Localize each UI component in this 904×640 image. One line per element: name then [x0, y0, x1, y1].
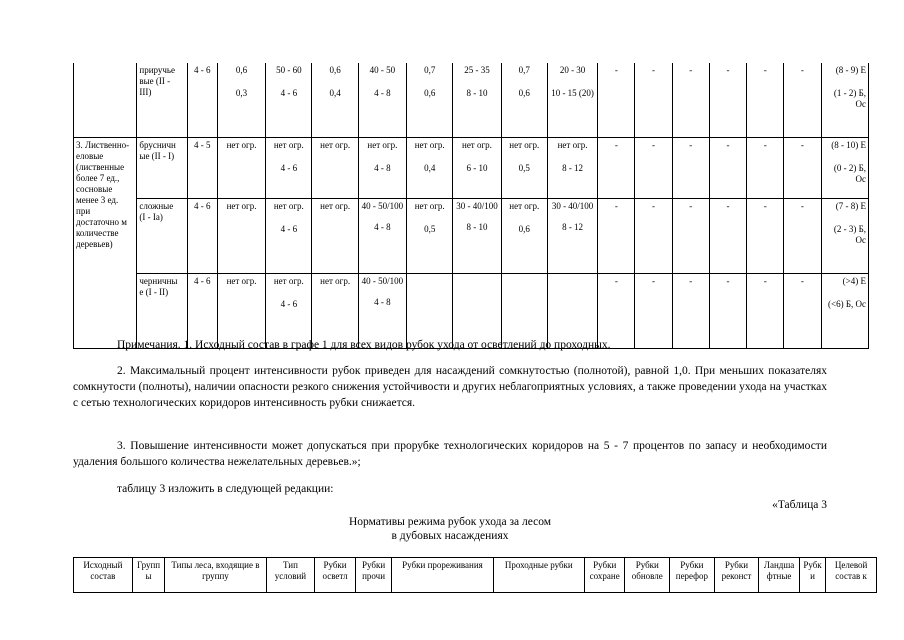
- table-title-line-1: Нормативы режима рубок ухода за лесом: [348, 516, 552, 528]
- dash-cell: -: [747, 63, 784, 138]
- header-cell: Исходный состав: [74, 558, 133, 593]
- value-secondary: 8 - 12: [562, 163, 584, 173]
- header-cell: Рубки сохране: [584, 558, 625, 593]
- target-composition-cell: [821, 63, 868, 138]
- forest-type-line: е (I - II): [139, 287, 169, 297]
- value-cell: [547, 63, 597, 138]
- value-main: нет огр.: [367, 140, 398, 150]
- value-secondary: 0,5: [424, 224, 436, 234]
- header-cell: Рубк и: [799, 558, 825, 593]
- header-cell: Целевой состав к: [826, 558, 877, 593]
- value-cell: [187, 63, 217, 138]
- group-cell: [74, 63, 137, 138]
- value-main: 4 - 6: [194, 65, 211, 75]
- value-cell: [453, 199, 501, 274]
- value-cell: [266, 199, 312, 274]
- value-cell: [547, 138, 597, 199]
- forest-type-line: черничны: [139, 276, 178, 286]
- value-secondary: 8 - 10: [466, 88, 488, 98]
- header-cell: Рубки реконст: [714, 558, 759, 593]
- value-secondary: 0,6: [424, 88, 436, 98]
- header-cell: Типы леса, входящие в группу: [165, 558, 266, 593]
- value-cell: [312, 138, 358, 199]
- dash-cell: -: [784, 138, 821, 199]
- value-main: 4 - 6: [194, 276, 211, 286]
- target-main: (8 - 10) Е: [831, 140, 866, 150]
- value-secondary: 10 - 15 (20): [551, 88, 594, 98]
- header-cell: Проходные рубки: [493, 558, 584, 593]
- dash-cell: -: [709, 199, 746, 274]
- table-row: [74, 199, 869, 274]
- forest-type-cell: [137, 138, 187, 199]
- value-main: нет огр.: [509, 201, 540, 211]
- value-main: 30 - 40/100: [456, 201, 498, 211]
- value-cell: [453, 138, 501, 199]
- dash-cell: -: [784, 199, 821, 274]
- value-cell: [217, 63, 265, 138]
- header-cell: Групп ы: [132, 558, 164, 593]
- dash-cell: -: [672, 199, 709, 274]
- value-main: 0,7: [424, 65, 436, 75]
- value-main: 25 - 35: [464, 65, 490, 75]
- forest-type-cell: [137, 199, 187, 274]
- value-cell: [312, 199, 358, 274]
- value-secondary: 4 - 8: [374, 297, 391, 307]
- note-3: 3. Повышение интенсивности может допускаться при прорубке технологических коридоров на 5 - 7 процентов по запасу и необходимости удаления большого количества нежелательных деревьев.»;: [73, 440, 827, 468]
- value-secondary: 0,3: [235, 88, 248, 98]
- value-main: 0,6: [329, 65, 341, 75]
- table-row: [74, 63, 869, 138]
- value-main: 0,6: [235, 65, 248, 75]
- note-1: Примечания. 1. Исходный состав в графе 1 для всех видов рубок ухода от осветлений до проходных.: [117, 339, 611, 351]
- header-cell: Рубки осветл: [315, 558, 356, 593]
- value-secondary: 4 - 6: [280, 88, 298, 98]
- value-main: 40 - 50/100: [361, 276, 404, 286]
- value-cell: [266, 138, 312, 199]
- value-cell: [407, 199, 453, 274]
- value-cell: [358, 138, 406, 199]
- header-cell: Рубки обновле: [625, 558, 670, 593]
- target-main: (>4) Е: [842, 276, 866, 286]
- value-secondary: 0,4: [329, 88, 341, 98]
- value-cell: [187, 199, 217, 274]
- dash-cell: -: [747, 138, 784, 199]
- group-cell: 3. Лиственно-еловые (лиственные более 7 ед., сосновые менее 3 ед. при достаточно м количестве деревьев): [74, 138, 137, 349]
- table-title-line-2: в дубовых насаждениях: [391, 530, 509, 542]
- value-main: нет огр.: [226, 140, 257, 150]
- dash-cell: -: [598, 274, 635, 349]
- value-main: нет огр.: [320, 276, 351, 286]
- forest-type-line: сложные: [139, 201, 174, 211]
- forest-type-line: (I - Ia): [139, 212, 163, 222]
- value-cell: [501, 63, 547, 138]
- forest-type-line: III): [139, 87, 152, 97]
- forest-type-line: брусничн: [139, 140, 176, 150]
- dash-cell: -: [747, 199, 784, 274]
- value-main: 0,7: [518, 65, 530, 75]
- value-cell: [501, 199, 547, 274]
- forest-thinning-table-continuation: [73, 63, 869, 349]
- value-cell: [547, 199, 597, 274]
- value-secondary: 4 - 8: [374, 222, 391, 232]
- dash-cell: -: [635, 63, 672, 138]
- target-secondary: (1 - 2) Б, Ос: [833, 88, 866, 109]
- header-cell: Ландша фтные: [759, 558, 800, 593]
- target-main: (8 - 9) Е: [835, 65, 866, 75]
- value-secondary: 0,5: [518, 163, 530, 173]
- value-secondary: 4 - 6: [280, 299, 298, 309]
- dash-cell: -: [672, 63, 709, 138]
- oak-thinning-table-header: [73, 557, 877, 593]
- target-composition-cell: [821, 138, 868, 199]
- dash-cell: -: [672, 274, 709, 349]
- value-main: 40 - 50: [369, 65, 396, 75]
- value-cell: [217, 199, 265, 274]
- dash-cell: -: [709, 138, 746, 199]
- value-cell: [501, 138, 547, 199]
- value-secondary: 8 - 10: [466, 222, 488, 232]
- value-main: нет огр.: [462, 140, 492, 150]
- dash-cell: -: [709, 274, 746, 349]
- value-cell: [312, 63, 358, 138]
- value-main: нет огр.: [273, 140, 304, 150]
- value-secondary: 6 - 10: [466, 163, 488, 173]
- dash-cell: -: [598, 138, 635, 199]
- value-secondary: 0,6: [518, 224, 530, 234]
- header-cell: Тип условий: [266, 558, 315, 593]
- forest-type-line: вые (II -: [139, 76, 171, 86]
- dash-cell: -: [635, 199, 672, 274]
- value-secondary: 4 - 6: [280, 163, 298, 173]
- value-secondary: 4 - 6: [280, 224, 298, 234]
- value-main: 50 - 60: [276, 65, 302, 75]
- amendment-line: таблицу 3 изложить в следующей редакции:: [117, 483, 334, 495]
- value-cell: [187, 138, 217, 199]
- value-main: 30 - 40/100: [551, 201, 594, 211]
- value-secondary: 0,4: [424, 163, 436, 173]
- value-main: нет огр.: [273, 276, 304, 286]
- dash-cell: -: [598, 199, 635, 274]
- value-cell: [407, 63, 453, 138]
- value-main: нет огр.: [320, 140, 351, 150]
- value-cell: [358, 199, 406, 274]
- value-main: нет огр.: [226, 201, 257, 211]
- target-secondary: (2 - 3) Б, Ос: [833, 224, 866, 245]
- dash-cell: -: [635, 138, 672, 199]
- target-secondary: (<6) Б, Ос: [828, 299, 866, 309]
- dash-cell: -: [784, 63, 821, 138]
- table-ref: «Таблица 3: [772, 499, 827, 511]
- value-main: нет огр.: [273, 201, 304, 211]
- dash-cell: -: [784, 274, 821, 349]
- value-main: нет огр.: [557, 140, 588, 150]
- target-secondary: (0 - 2) Б, Ос: [833, 163, 866, 184]
- dash-cell: -: [747, 274, 784, 349]
- value-cell: [407, 138, 453, 199]
- value-main: нет огр.: [414, 201, 445, 211]
- value-main: 20 - 30: [559, 65, 586, 75]
- forest-type-cell: [137, 63, 187, 138]
- value-cell: [358, 63, 406, 138]
- forest-type-line: приручье: [139, 65, 176, 75]
- header-cell: Рубки прочи: [355, 558, 392, 593]
- header-cell: Рубки прореживания: [392, 558, 493, 593]
- dash-cell: -: [635, 274, 672, 349]
- note-2: 2. Максимальный процент интенсивности рубок приведен для насаждений сомкнутостью (полнотой), равной 1,0. При меньших показателях сомкнутости (полноты), наличии опасности резкого снижения устойчивости и других неблагоприятных условиях, а также проведении ухода на участках с сетью технологических коридоров интенсивность рубки снижается.: [73, 365, 827, 409]
- target-main: (7 - 8) Е: [835, 201, 866, 211]
- value-cell: [217, 138, 265, 199]
- target-composition-cell: [821, 199, 868, 274]
- value-secondary: 8 - 12: [562, 222, 584, 232]
- header-cell: Рубки перефор: [670, 558, 715, 593]
- value-main: 4 - 5: [194, 140, 211, 150]
- value-cell: [266, 63, 312, 138]
- value-secondary: 4 - 8: [374, 88, 391, 98]
- value-secondary: 0,6: [518, 88, 530, 98]
- dash-cell: -: [672, 138, 709, 199]
- value-main: 40 - 50/100: [361, 201, 404, 211]
- table-row: [74, 138, 869, 199]
- forest-type-line: ые (II - I): [139, 151, 175, 161]
- value-main: нет огр.: [414, 140, 445, 150]
- value-main: нет огр.: [226, 276, 257, 286]
- table-title: [250, 515, 650, 543]
- value-main: 4 - 6: [194, 201, 211, 211]
- value-main: нет огр.: [320, 201, 351, 211]
- value-main: нет огр.: [509, 140, 540, 150]
- value-cell: [453, 63, 501, 138]
- dash-cell: -: [598, 63, 635, 138]
- value-secondary: 4 - 8: [374, 163, 391, 173]
- dash-cell: -: [709, 63, 746, 138]
